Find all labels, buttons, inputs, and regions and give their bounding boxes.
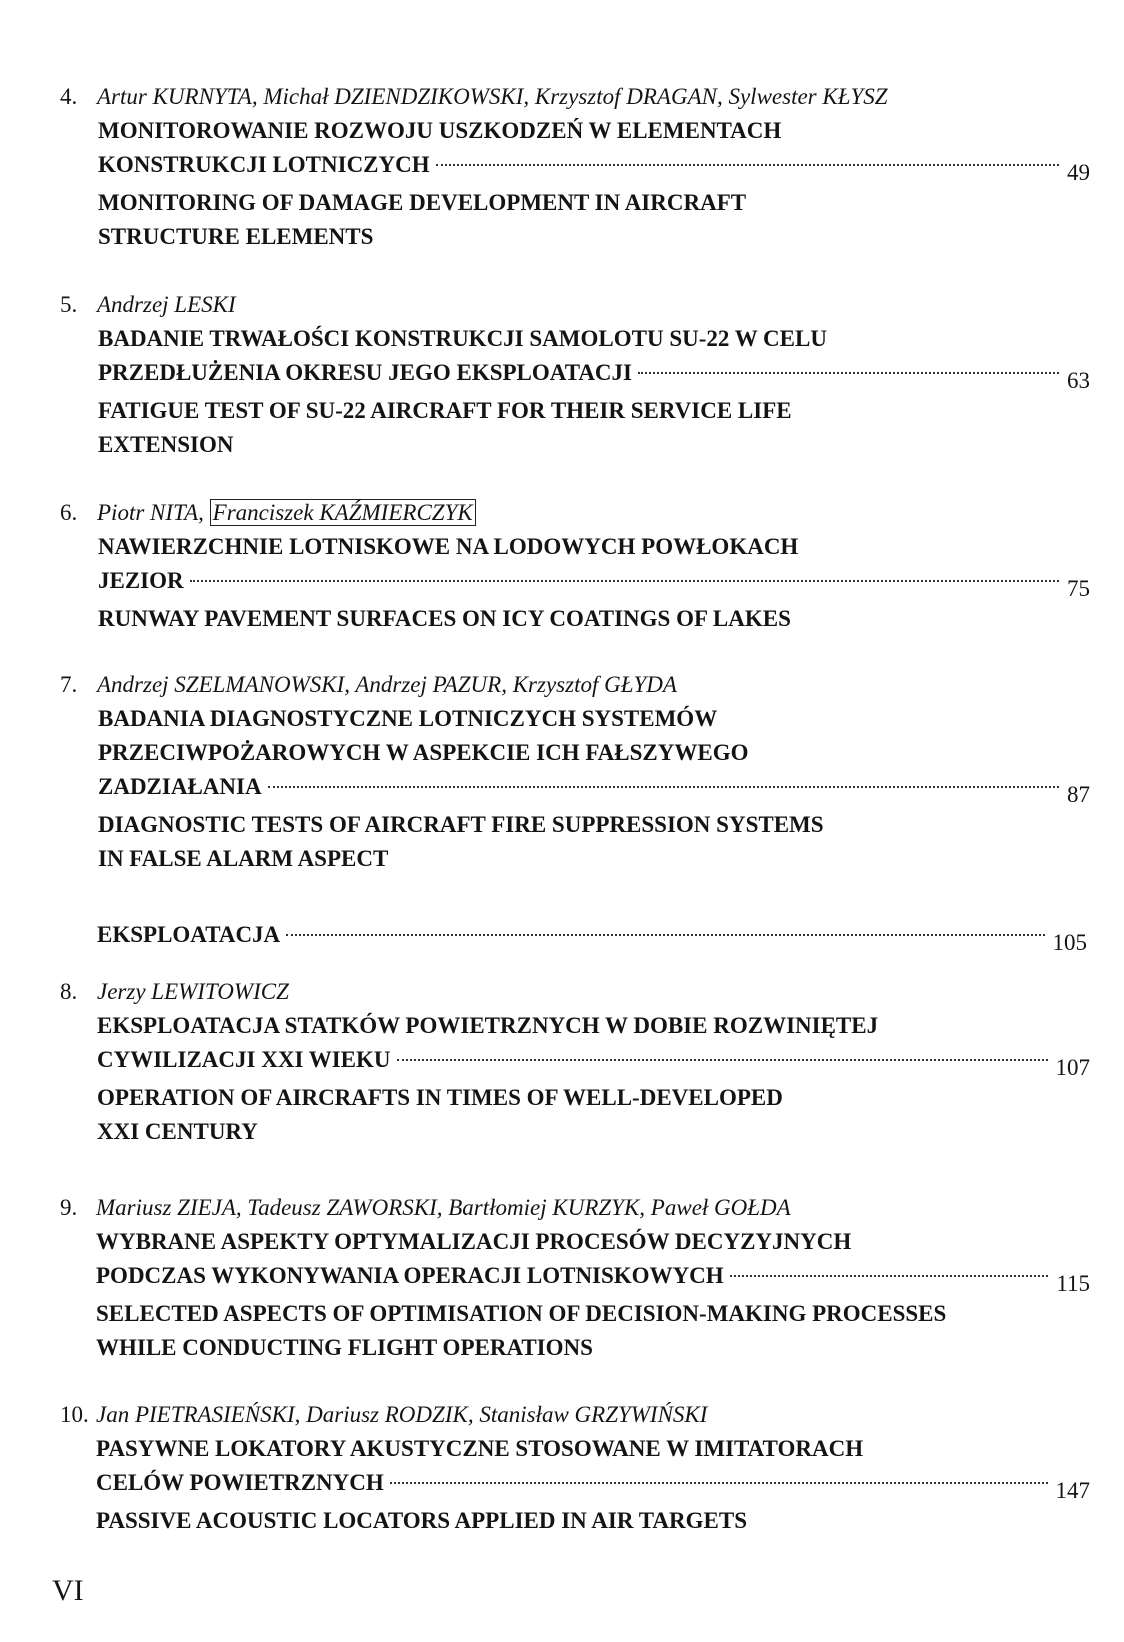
- polish-title-text: ZADZIAŁANIA: [98, 774, 262, 799]
- entry-authors: [60, 288, 1090, 322]
- polish-title-line-with-page: [96, 1259, 1090, 1296]
- polish-title-line-with-page: [98, 770, 1090, 807]
- polish-title-line: PASYWNE LOKATORY AKUSTYCZNE STOSOWANE W IMITATORACH: [96, 1436, 864, 1461]
- english-title: [98, 186, 1090, 254]
- leader-dots: [730, 1275, 1049, 1277]
- english-title-line: EXTENSION: [98, 432, 234, 457]
- author-names: [97, 496, 476, 530]
- english-title: [98, 808, 1090, 876]
- entry-number: 9.: [60, 1195, 78, 1220]
- entry-number: 4.: [60, 84, 78, 109]
- toc-entry-4: [60, 80, 1090, 254]
- polish-title-text: CYWILIZACJI XXI WIEKU: [97, 1047, 391, 1072]
- entry-number: 8.: [60, 979, 78, 1004]
- roman-page-number: VI: [52, 1574, 84, 1607]
- toc-entry-10: [60, 1398, 1090, 1538]
- polish-title-line: PRZECIWPOŻAROWYCH W ASPEKCIE ICH FAŁSZYWEGO: [98, 740, 749, 765]
- polish-title-line: MONITOROWANIE ROZWOJU USZKODZEŃ W ELEMENTACH: [98, 118, 782, 143]
- english-title-line: OPERATION OF AIRCRAFTS IN TIMES OF WELL-DEVELOPED: [97, 1085, 783, 1110]
- english-title-line: STRUCTURE ELEMENTS: [98, 224, 374, 249]
- page-number: 75: [1067, 576, 1090, 601]
- entry-authors: [60, 80, 1090, 114]
- author-names: Jerzy LEWITOWICZ: [97, 979, 289, 1004]
- english-title-line: WHILE CONDUCTING FLIGHT OPERATIONS: [96, 1335, 593, 1360]
- leader-dots: [268, 786, 1059, 788]
- author-name: Piotr NITA,: [97, 500, 204, 525]
- entry-number: 5.: [60, 292, 78, 317]
- page-number: 107: [1055, 1055, 1090, 1080]
- toc-entry-7: [60, 668, 1090, 876]
- english-title: [97, 1081, 1090, 1149]
- leader-dots: [397, 1059, 1048, 1061]
- polish-title-line-with-page: [97, 1043, 1090, 1080]
- author-names: Jan PIETRASIEŃSKI, Dariusz RODZIK, Stanisław GRZYWIŃSKI: [96, 1402, 708, 1427]
- entry-authors: [60, 668, 1090, 702]
- entry-number: 6.: [60, 500, 78, 525]
- polish-title-text: KONSTRUKCJI LOTNICZYCH: [98, 152, 430, 177]
- author-names: Artur KURNYTA, Michał DZIENDZIKOWSKI, Krzysztof DRAGAN, Sylwester KŁYSZ: [97, 84, 888, 109]
- polish-title-line: WYBRANE ASPEKTY OPTYMALIZACJI PROCESÓW DECYZYJNYCH: [96, 1229, 852, 1254]
- toc-entry-6: [60, 496, 1090, 636]
- entry-number: 10.: [60, 1402, 89, 1427]
- toc-entry-5: [60, 288, 1090, 462]
- polish-title-text: JEZIOR: [98, 568, 184, 593]
- page-number: 105: [1052, 930, 1087, 955]
- english-title-line: SELECTED ASPECTS OF OPTIMISATION OF DECISION-MAKING PROCESSES: [96, 1301, 947, 1326]
- english-title-line: PASSIVE ACOUSTIC LOCATORS APPLIED IN AIR TARGETS: [96, 1508, 747, 1533]
- leader-dots: [436, 164, 1059, 166]
- polish-title-text: PODCZAS WYKONYWANIA OPERACJI LOTNISKOWYCH: [96, 1263, 724, 1288]
- section-title: EKSPLOATACJA: [97, 922, 281, 947]
- polish-title-line: BADANIE TRWAŁOŚCI KONSTRUKCJI SAMOLOTU SU-22 W CELU: [98, 326, 827, 351]
- polish-title-text: PRZEDŁUŻENIA OKRESU JEGO EKSPLOATACJI: [98, 360, 632, 385]
- english-title: [98, 394, 1090, 462]
- page-number: 63: [1067, 368, 1090, 393]
- page-number: 49: [1067, 160, 1090, 185]
- english-title-line: FATIGUE TEST OF SU-22 AIRCRAFT FOR THEIR SERVICE LIFE: [98, 398, 792, 423]
- english-title: [98, 602, 1090, 636]
- author-names: Mariusz ZIEJA, Tadeusz ZAWORSKI, Bartłomiej KURZYK, Paweł GOŁDA: [96, 1195, 791, 1220]
- leader-dots: [190, 580, 1059, 582]
- page-number: 115: [1056, 1271, 1090, 1296]
- english-title-line: IN FALSE ALARM ASPECT: [98, 846, 389, 871]
- page-number: 147: [1055, 1478, 1090, 1503]
- english-title-line: RUNWAY PAVEMENT SURFACES ON ICY COATINGS OF LAKES: [98, 606, 791, 631]
- boxed-author-name: Franciszek KAŹMIERCZYK: [210, 499, 476, 526]
- section-heading: [97, 918, 1087, 955]
- entry-authors: [60, 496, 1090, 530]
- entry-authors: [60, 1398, 1090, 1432]
- author-names: Andrzej LESKI: [97, 292, 236, 317]
- polish-title-line: EKSPLOATACJA STATKÓW POWIETRZNYCH W DOBIE ROZWINIĘTEJ: [97, 1013, 879, 1038]
- entry-authors: [60, 1191, 1090, 1225]
- polish-title-line-with-page: [98, 148, 1090, 185]
- leader-dots: [286, 934, 1044, 936]
- polish-title-line: BADANIA DIAGNOSTYCZNE LOTNICZYCH SYSTEMÓW: [98, 706, 718, 731]
- leader-dots: [390, 1482, 1048, 1484]
- english-title: [96, 1504, 1090, 1538]
- toc-entry-9: [60, 1191, 1090, 1365]
- toc-entry-8: [60, 975, 1090, 1149]
- author-names: Andrzej SZELMANOWSKI, Andrzej PAZUR, Krzysztof GŁYDA: [97, 672, 677, 697]
- english-title-line: MONITORING OF DAMAGE DEVELOPMENT IN AIRCRAFT: [98, 190, 747, 215]
- polish-title-line-with-page: [98, 356, 1090, 393]
- polish-title-line-with-page: [98, 564, 1090, 601]
- english-title-line: DIAGNOSTIC TESTS OF AIRCRAFT FIRE SUPPRESSION SYSTEMS: [98, 812, 824, 837]
- entry-number: 7.: [60, 672, 78, 697]
- english-title-line: XXI CENTURY: [97, 1119, 258, 1144]
- page-number: 87: [1067, 782, 1090, 807]
- section-title-line: [97, 918, 1087, 955]
- polish-title-line: NAWIERZCHNIE LOTNISKOWE NA LODOWYCH POWŁOKACH: [98, 534, 799, 559]
- english-title: [96, 1297, 1090, 1365]
- entry-authors: [60, 975, 1090, 1009]
- polish-title-text: CELÓW POWIETRZNYCH: [96, 1470, 384, 1495]
- polish-title-line-with-page: [96, 1466, 1090, 1503]
- leader-dots: [638, 372, 1059, 374]
